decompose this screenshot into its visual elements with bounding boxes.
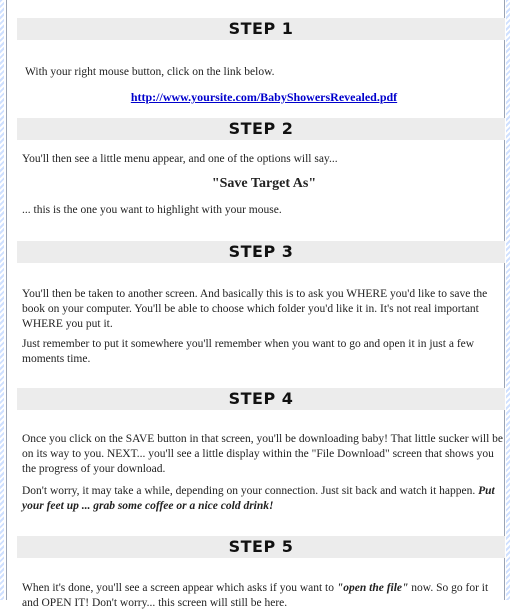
page-left-edge [0,0,4,600]
save-target-as-label: "Save Target As" [211,176,317,191]
step-1-text: With your right mouse button, click on the link below. [25,66,275,78]
open-the-file-phrase: "open the file" [336,582,409,594]
step-2-heading: STEP 2 [17,118,505,140]
step-4-heading: STEP 4 [17,388,505,410]
content-frame [6,0,505,609]
step-5-text-rest: now. So go for it and OPEN IT! Don't worry... this screen will still be here. [22,582,489,609]
step-5-heading: STEP 5 [17,536,505,558]
step-1-heading: STEP 1 [17,18,505,40]
step-4-wait-emphasis: Put your feet up ... grab some coffee or a nice cold drink! [22,485,495,512]
step-4-wait-text [22,484,506,514]
step-4-text: Once you click on the SAVE button in that screen, you'll be downloading baby! That little sucker will be on its way to you. NEXT... you'll see a little display within the "File Download" screen that shows you the progress of your download. [22,433,504,475]
step-3-reminder-text: Just remember to put it somewhere you'll remember when you want to go and open it in just a few moments time. [22,338,475,365]
step-3-heading: STEP 3 [17,241,505,263]
step-2-followup-text: ... this is the one you want to highlight with your mouse. [22,204,282,216]
step-4-wait-plain: Don't worry, it may take a while, depending on your connection. Just sit back and watch it happen. [22,485,479,497]
step-5-text [22,581,506,611]
step-5-text-plain: When it's done, you'll see a screen appear which asks if you want to [22,582,337,594]
step-3-text: You'll then be taken to another screen. And basically this is to ask you WHERE you'd like to save the book on your computer. You'll be able to choose which folder you'd like it in. It's not real important WHERE you put it. [22,288,488,330]
download-link[interactable]: http://www.yoursite.com/BabyShowersRevealed.pdf [130,90,398,104]
step-2-text: You'll then see a little menu appear, and one of the options will say... [22,153,338,165]
page-right-edge [506,0,510,600]
